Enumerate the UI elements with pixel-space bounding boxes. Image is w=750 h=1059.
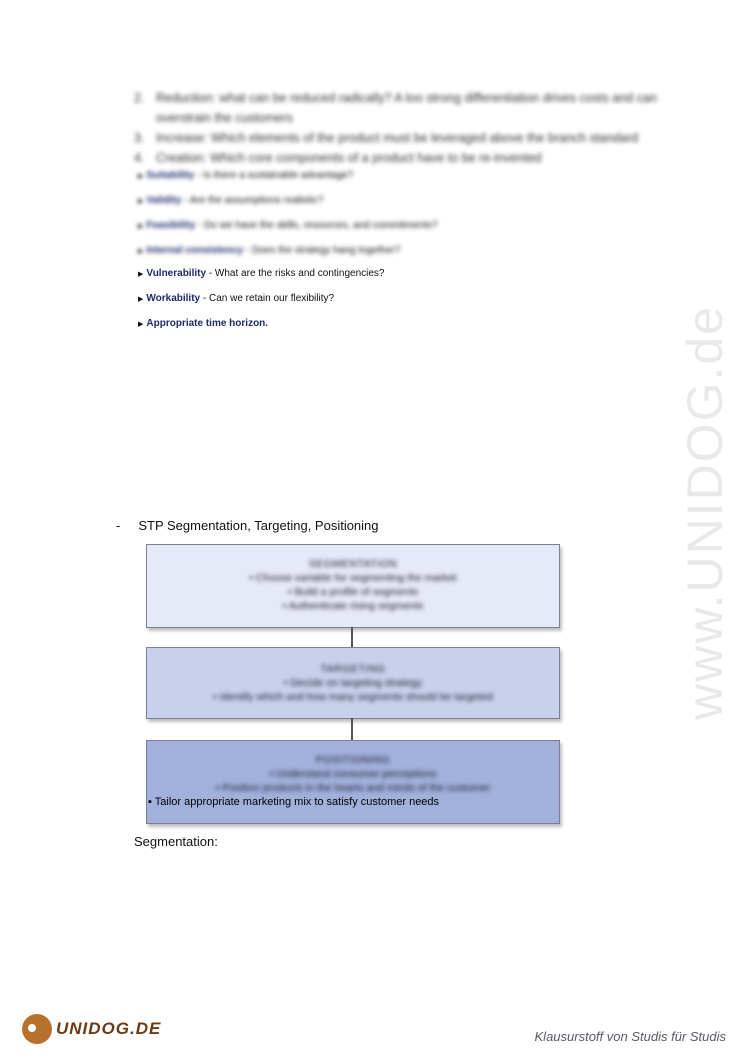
connector-line <box>351 718 353 740</box>
bullet-arrow-icon: ▶ <box>138 321 144 328</box>
connector-line <box>351 627 353 647</box>
list-item: 2. Reduction: what can be reduced radically? A too strong differentiation drives costs and can overstrain the customers <box>134 91 657 125</box>
criteria-item: ▶ Workability - Can we retain our flexibility? <box>138 293 335 304</box>
dog-icon <box>22 1014 52 1044</box>
bullet-arrow-icon: ▶ <box>138 296 144 303</box>
criteria-item: ▶ Validity - Are the assumptions realistic? <box>138 195 324 206</box>
stp-heading: - STP Segmentation, Targeting, Positioning <box>116 518 379 533</box>
bullet-arrow-icon: ▶ <box>138 248 144 255</box>
bullet-arrow-icon: ▶ <box>138 271 144 278</box>
targeting-box: TARGETING • Decide on targeting strategy • Identify which and how many segments should be targeted <box>146 647 560 719</box>
criteria-item: ▶ Appropriate time horizon. <box>138 318 269 329</box>
criteria-item: ▶ Suitability - Is there a sustainable advantage? <box>138 170 354 181</box>
positioning-last-line: ▪ Tailor appropriate marketing mix to satisfy customer needs <box>148 796 440 808</box>
criteria-item: ▶ Vulnerability - What are the risks and contingencies? <box>138 268 385 279</box>
segmentation-label: Segmentation: <box>134 834 218 849</box>
criteria-item: ▶ Feasibility - Do we have the skills, resources, and commitments? <box>138 220 438 231</box>
list-item: 3. Increase: Which elements of the product must be leveraged above the branch standard <box>134 131 639 145</box>
positioning-box: POSITIONING • Understand consumer perceptions • Position products in the hearts and minds of the customer <box>146 740 560 824</box>
unidog-logo: UNIDOG.DE <box>22 1014 161 1044</box>
footer-tagline: Klausurstoff von Studis für Studis <box>534 1029 726 1044</box>
list-item: 4. Creation: Which core components of a product have to be re-invented <box>134 151 542 165</box>
bullet-arrow-icon: ▶ <box>138 173 144 180</box>
bullet-arrow-icon: ▶ <box>138 198 144 205</box>
segmentation-box: SEGMENTATION • Choose variable for segmenting the market • Build a profile of segments • Authenticate rising segments <box>146 544 560 628</box>
bullet-arrow-icon: ▶ <box>138 223 144 230</box>
numbered-list <box>134 88 674 168</box>
watermark: www.UNIDOG.de <box>677 305 733 720</box>
criteria-item: ▶ Internal consistency - Does the strategy hang together? <box>138 245 401 256</box>
